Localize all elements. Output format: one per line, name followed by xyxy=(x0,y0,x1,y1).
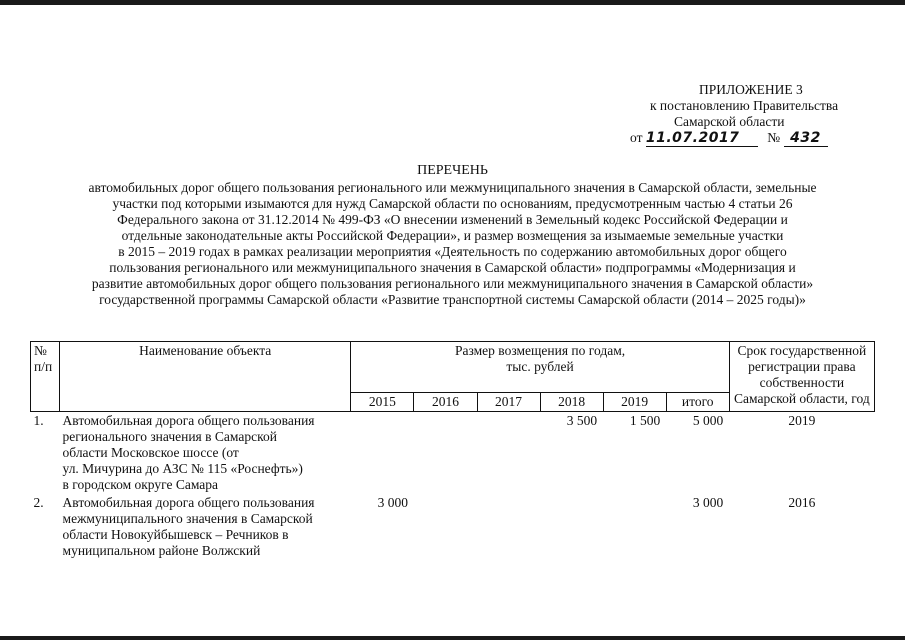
from-label: от xyxy=(630,130,643,145)
appendix-block xyxy=(630,82,870,147)
col-header-name: Наименование объекта xyxy=(60,342,351,412)
handwritten-number: 432 xyxy=(784,130,828,147)
document-heading xyxy=(30,163,875,308)
col-header-year: 2018 xyxy=(540,393,603,412)
appendix-decree-line: к постановлению Правительства xyxy=(650,98,839,113)
table-row xyxy=(31,412,875,495)
heading-line: отдельные законодательные акты Российской Федерации», и размер возмещения за изымаемые земельные участки xyxy=(121,228,784,243)
table-row xyxy=(31,494,875,560)
registration-year: 2019 xyxy=(788,413,816,428)
col-header-amount: Размер возмещения по годам, тыс. рублей xyxy=(351,342,729,393)
registration-year: 2016 xyxy=(788,495,816,510)
amount-2016 xyxy=(414,494,477,560)
amount-2017 xyxy=(477,412,540,495)
col-header-year: 2015 xyxy=(351,393,414,412)
appendix-region-line: Самарской области xyxy=(674,114,785,129)
heading-line: автомобильных дорог общего пользования регионального или межмуниципального значения в Самарской области, земельные xyxy=(88,180,817,195)
amount-2017 xyxy=(477,494,540,560)
amount-2019: 1 500 xyxy=(629,413,661,428)
heading-line: государственной программы Самарской области «Развитие транспортной системы Самарской области (2014 – 2025 годы)» xyxy=(99,292,806,307)
heading-line: развитие автомобильных дорог общего пользования регионального или межмуниципального значения в Самарской области» xyxy=(91,276,814,291)
col-header-registration: Срок государственной регистрации права собственности Самарской области, год xyxy=(729,342,874,412)
object-name: Автомобильная дорога общего пользования регионального значения в Самарской области Московское шоссе (от ул. Мичурина до АЗС № 115 «Роснефть») в городском округе Самара xyxy=(62,413,315,492)
amount-total: 3 000 xyxy=(692,495,724,510)
appendix-title: ПРИЛОЖЕНИЕ 3 xyxy=(699,82,803,97)
document-title: ПЕРЕЧЕНЬ xyxy=(417,163,488,178)
row-number: 1. xyxy=(33,413,44,428)
col-header-year: 2016 xyxy=(414,393,477,412)
object-name: Автомобильная дорога общего пользования межмуниципального значения в Самарской области Новокуйбышевск – Речников в муниципальном районе Волжский xyxy=(62,495,315,558)
heading-line: в 2015 – 2019 годах в рамках реализации мероприятия «Деятельность по содержанию автомобильных дорог общего xyxy=(118,244,787,259)
col-header-year: 2017 xyxy=(477,393,540,412)
amount-2016 xyxy=(414,412,477,495)
col-header-year: 2019 xyxy=(603,393,666,412)
amount-2019 xyxy=(603,494,666,560)
amount-2018: 3 500 xyxy=(566,413,598,428)
amount-2015 xyxy=(351,412,414,495)
scan-bottom-edge xyxy=(0,636,905,640)
handwritten-date: 11.07.2017 xyxy=(646,130,758,147)
row-number: 2. xyxy=(33,495,44,510)
amount-total: 5 000 xyxy=(692,413,724,428)
heading-line: участки под которыми изымаются для нужд Самарской области по основаниям, предусмотренным частью 4 статьи 26 xyxy=(112,196,793,211)
appendix-date-number-line xyxy=(630,130,870,147)
col-header-total: итого xyxy=(666,393,729,412)
amount-2015: 3 000 xyxy=(377,495,408,510)
col-header-num: № п/п xyxy=(31,342,60,412)
amount-2018 xyxy=(540,494,603,560)
number-label: № xyxy=(767,130,781,145)
compensation-table xyxy=(30,341,875,560)
heading-line: Федерального закона от 31.12.2014 № 499-ФЗ «О внесении изменений в Земельный кодекс Российской Федерации и xyxy=(117,212,788,227)
scan-top-edge xyxy=(0,0,905,5)
heading-line: пользования регионального или межмуниципального значения в Самарской области» подпрограммы «Модернизация и xyxy=(109,260,796,275)
